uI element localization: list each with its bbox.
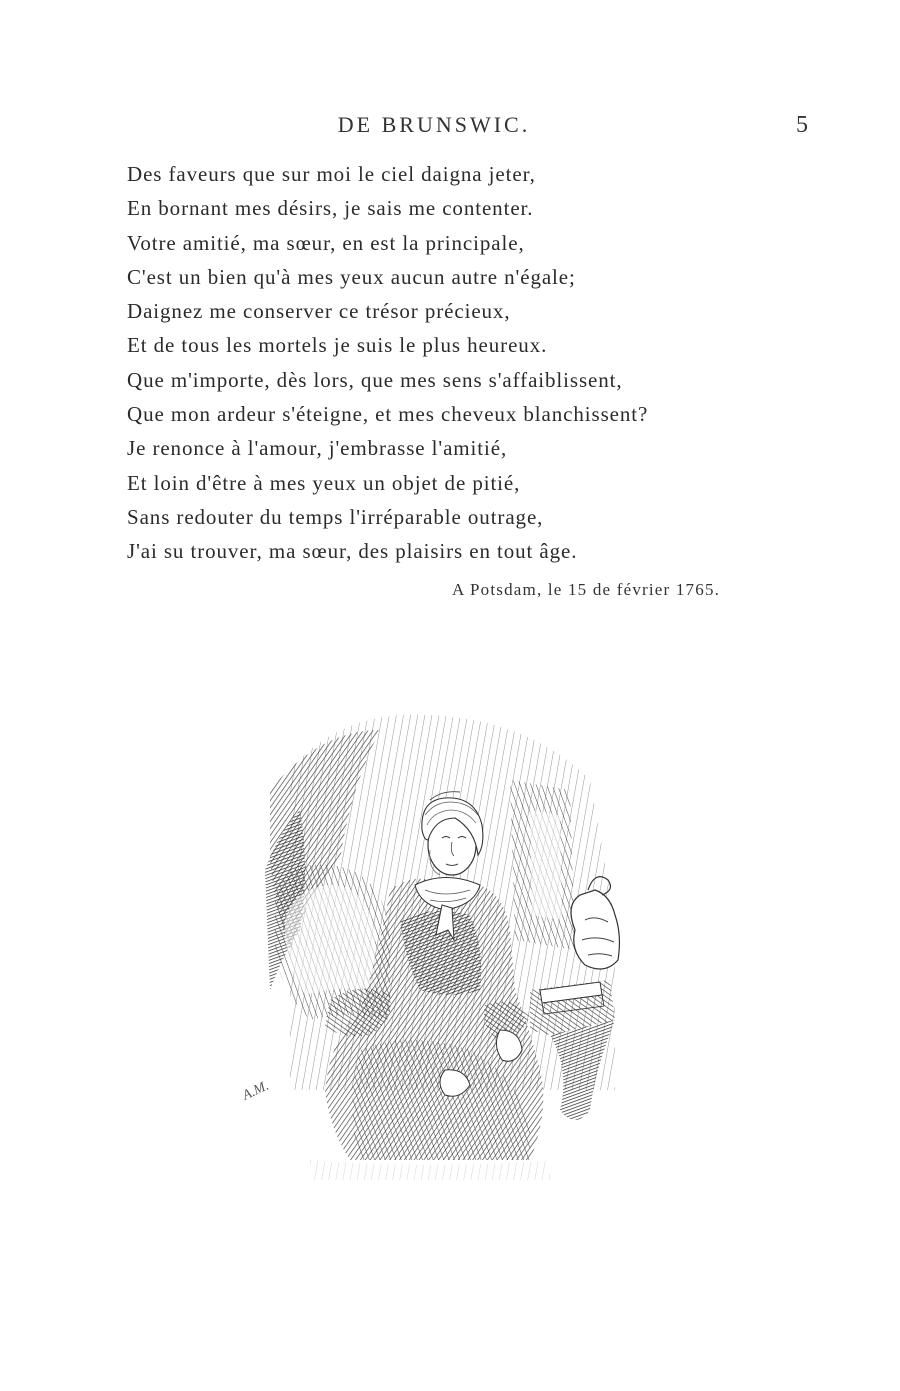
running-title: DE BRUNSWIC. xyxy=(337,112,531,137)
running-head xyxy=(0,112,900,142)
poem-line: Que mon ardeur s'éteigne, et mes cheveux blanchissent? xyxy=(127,402,649,427)
poem-line: En bornant mes désirs, je sais me contenter. xyxy=(127,196,534,221)
poem-line: C'est un bien qu'à mes yeux aucun autre n'égale; xyxy=(127,264,576,289)
poem-line: Que m'importe, dès lors, que mes sens s'affaiblissent, xyxy=(127,367,623,392)
poem-line: Je renonce à l'amour, j'embrasse l'amitié, xyxy=(127,436,508,461)
vase xyxy=(571,890,619,969)
poem-line: J'ai su trouver, ma sœur, des plaisirs en tout âge. xyxy=(127,539,578,564)
artist-signature: A.M. xyxy=(240,1078,272,1104)
poem-line: Sans redouter du temps l'irréparable outrage, xyxy=(127,504,544,529)
poem-line: Daignez me conserver ce trésor précieux, xyxy=(127,299,511,324)
poem-line: Des faveurs que sur moi le ciel daigna jeter, xyxy=(127,162,536,186)
poem-line: Et loin d'être à mes yeux un objet de pitié, xyxy=(127,470,521,495)
poem-line: Et de tous les mortels je suis le plus heureux. xyxy=(127,333,548,358)
page-number: 5 xyxy=(796,112,808,138)
dateline: A Potsdam, le 15 de février 1765. xyxy=(452,580,721,599)
poem xyxy=(127,157,807,569)
poem-line: Votre amitié, ma sœur, en est la principale, xyxy=(127,230,525,255)
portrait-engraving xyxy=(230,690,630,1190)
